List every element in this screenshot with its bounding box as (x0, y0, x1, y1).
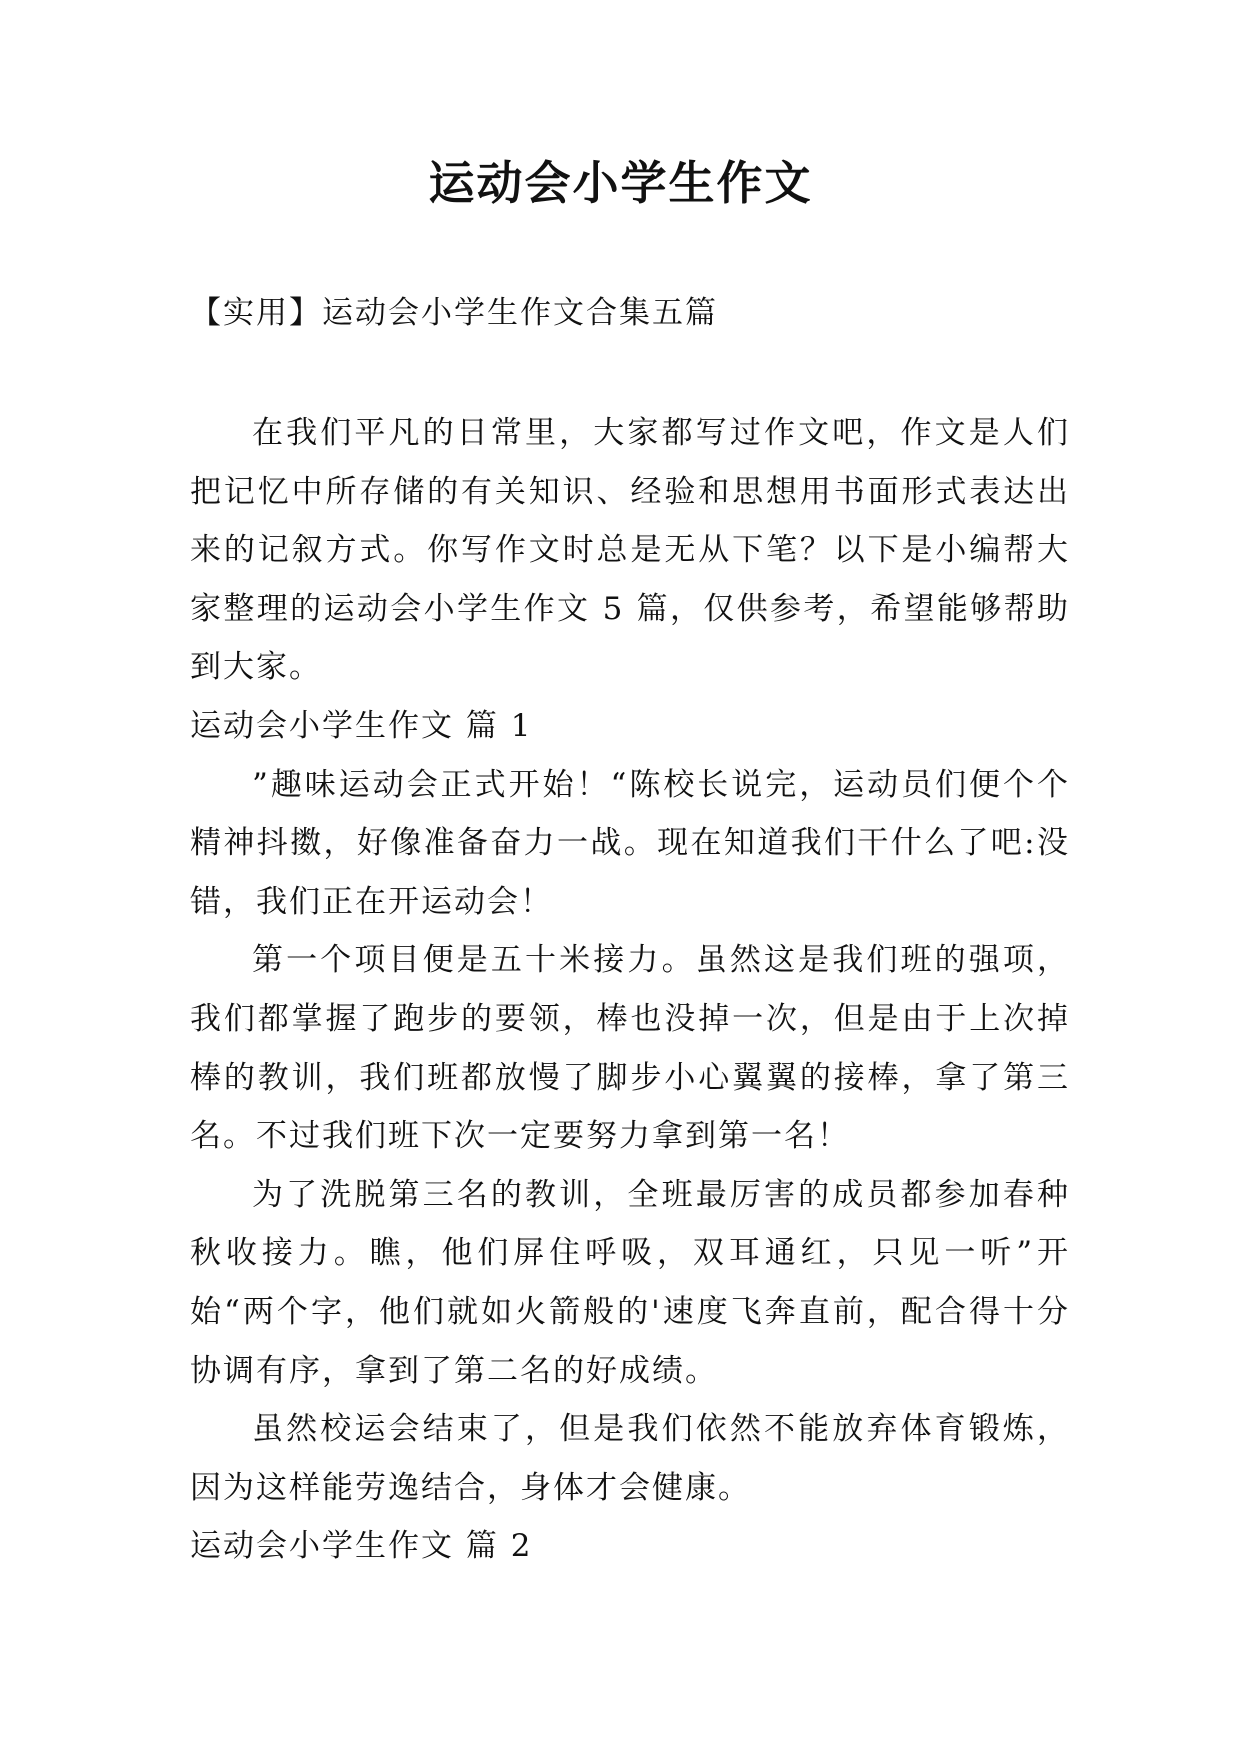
section-heading-2: 运动会小学生作文 篇 2 (190, 1528, 533, 1565)
intro-paragraph: 在我们平凡的日常里，大家都写过作文吧，作文是人们把记忆中所存储的有关知识、经验和思想用书面形式表达出来的记叙方式。你写作文时总是无从下笔？以下是小编帮大家整理的运动会小学生作文 5 篇，仅供参考，希望能够帮助到大家。 (190, 415, 1070, 686)
document-body (190, 404, 1070, 1576)
section-1-paragraph-3: 为了洗脱第三名的教训，全班最厉害的成员都参加春种秋收接力。瞧，他们屏住呼吸，双耳通红，只见一听”开始“两个字，他们就如火箭般的'速度飞奔直前，配合得十分协调有序，拿到了第二名的好成绩。 (190, 1176, 1070, 1389)
section-1-paragraph-2: 第一个项目便是五十米接力。虽然这是我们班的强项，我们都掌握了跑步的要领，棒也没掉一次，但是由于上次掉棒的教训，我们班都放慢了脚步小心翼翼的接棒，拿了第三名。不过我们班下次一定要努力拿到第一名！ (190, 942, 1070, 1155)
document-subtitle: 【实用】运动会小学生作文合集五篇 (190, 295, 718, 331)
section-heading-1: 运动会小学生作文 篇 1 (190, 707, 533, 744)
document-title: 运动会小学生作文 (428, 156, 813, 210)
section-1-paragraph-4: 虽然校运会结束了，但是我们依然不能放弃体育锻炼，因为这样能劳逸结合，身体才会健康。 (190, 1411, 1070, 1506)
section-1-paragraph-1: ”趣味运动会正式开始！“陈校长说完，运动员们便个个精神抖擞，好像准备奋力一战。现在知道我们干什么了吧:没错，我们正在开运动会！ (190, 766, 1070, 920)
